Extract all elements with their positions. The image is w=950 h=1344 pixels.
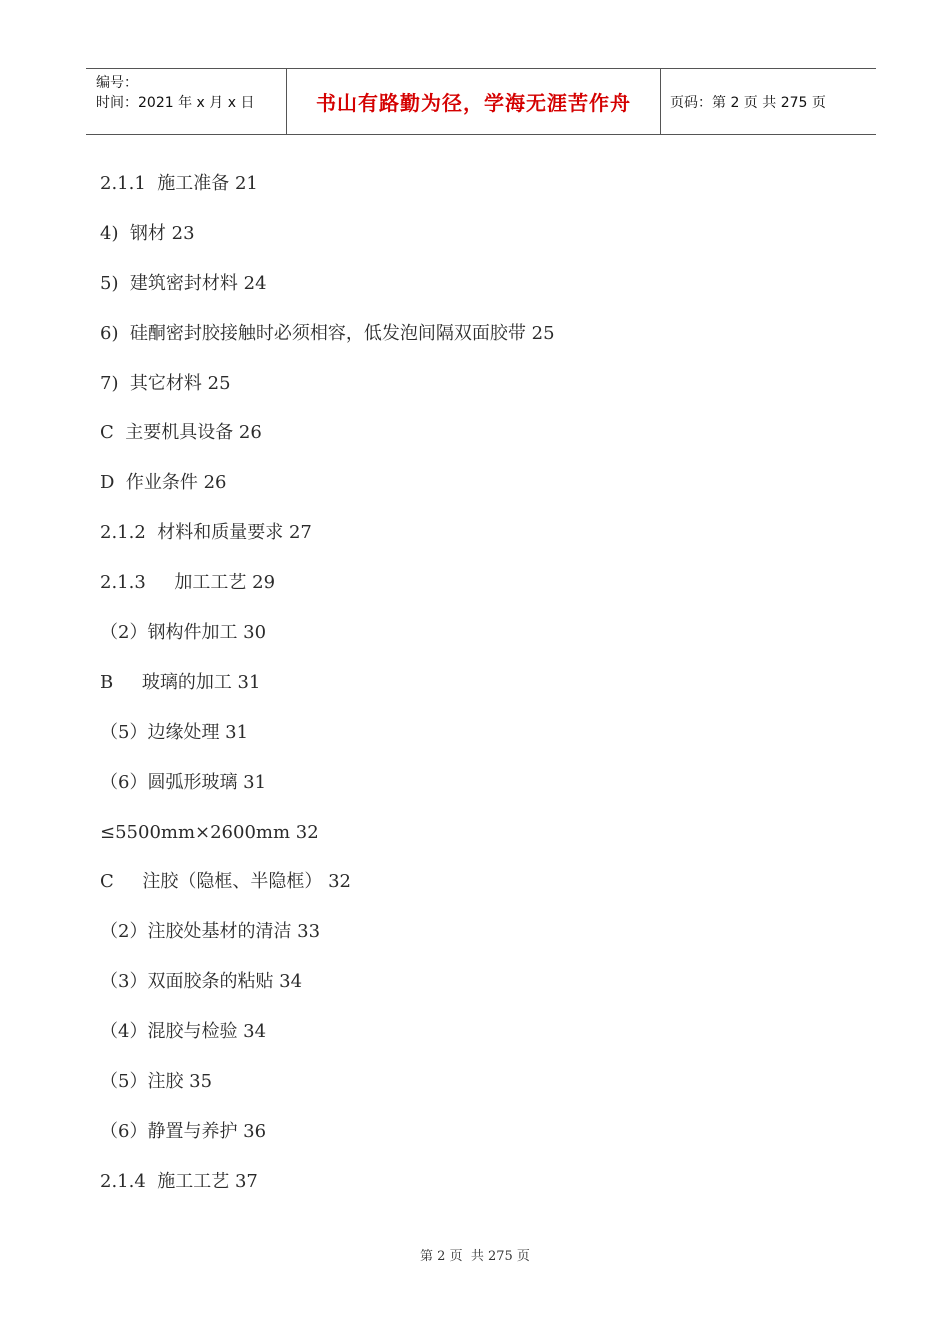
toc-entry[interactable]: 4) 钢材 23: [100, 222, 195, 244]
toc-entry[interactable]: C 注胶（隐框、半隐框） 32: [100, 871, 352, 893]
toc-entry[interactable]: 2.1.4 施工工艺 37: [100, 1170, 258, 1192]
toc-entry[interactable]: 6) 硅酮密封胶接触时必须相容，低发泡间隔双面胶带 25: [100, 322, 555, 344]
toc-entry[interactable]: （3）双面胶条的粘贴 34: [100, 971, 303, 993]
page-header: [86, 68, 876, 135]
toc-entry[interactable]: （4）混胶与检验 34: [100, 1021, 267, 1043]
toc-entry[interactable]: （6）圆弧形玻璃 31: [100, 771, 267, 793]
toc-entry[interactable]: 2.1.3 加工工艺 29: [100, 572, 276, 594]
toc-entry[interactable]: 2.1.2 材料和质量要求 27: [100, 522, 312, 544]
toc-entry[interactable]: （6）静置与养护 36: [100, 1120, 267, 1142]
toc-entry[interactable]: C 主要机具设备 26: [100, 422, 262, 444]
header-meta: [86, 69, 287, 134]
number-label: 编号：: [96, 75, 138, 91]
toc-entry[interactable]: B 玻璃的加工 31: [100, 671, 261, 693]
toc-entry[interactable]: D 作业条件 26: [100, 472, 227, 494]
page-footer: 第 2 页 共 275 页: [420, 1249, 530, 1264]
toc-entry[interactable]: 5) 建筑密封材料 24: [100, 272, 267, 294]
toc-entry[interactable]: ≤5500mm×2600mm 32: [100, 821, 319, 843]
header-page-info: 页码：第 2 页 共 275 页: [670, 94, 826, 111]
toc-entry[interactable]: （5）注胶 35: [100, 1071, 213, 1093]
toc-entry[interactable]: 2.1.1 施工准备 21: [100, 173, 258, 194]
table-of-contents: [100, 167, 860, 1215]
time-label: 时间：2021 年 x 月 x 日: [96, 95, 255, 111]
toc-entry[interactable]: （5）边缘处理 31: [100, 721, 249, 743]
toc-entry[interactable]: （2）注胶处基材的清洁 33: [100, 921, 321, 943]
header-motto: 书山有路勤为径，学海无涯苦作舟: [287, 69, 661, 134]
toc-entry[interactable]: 7) 其它材料 25: [100, 372, 231, 394]
toc-entry[interactable]: （2）钢构件加工 30: [100, 622, 267, 644]
